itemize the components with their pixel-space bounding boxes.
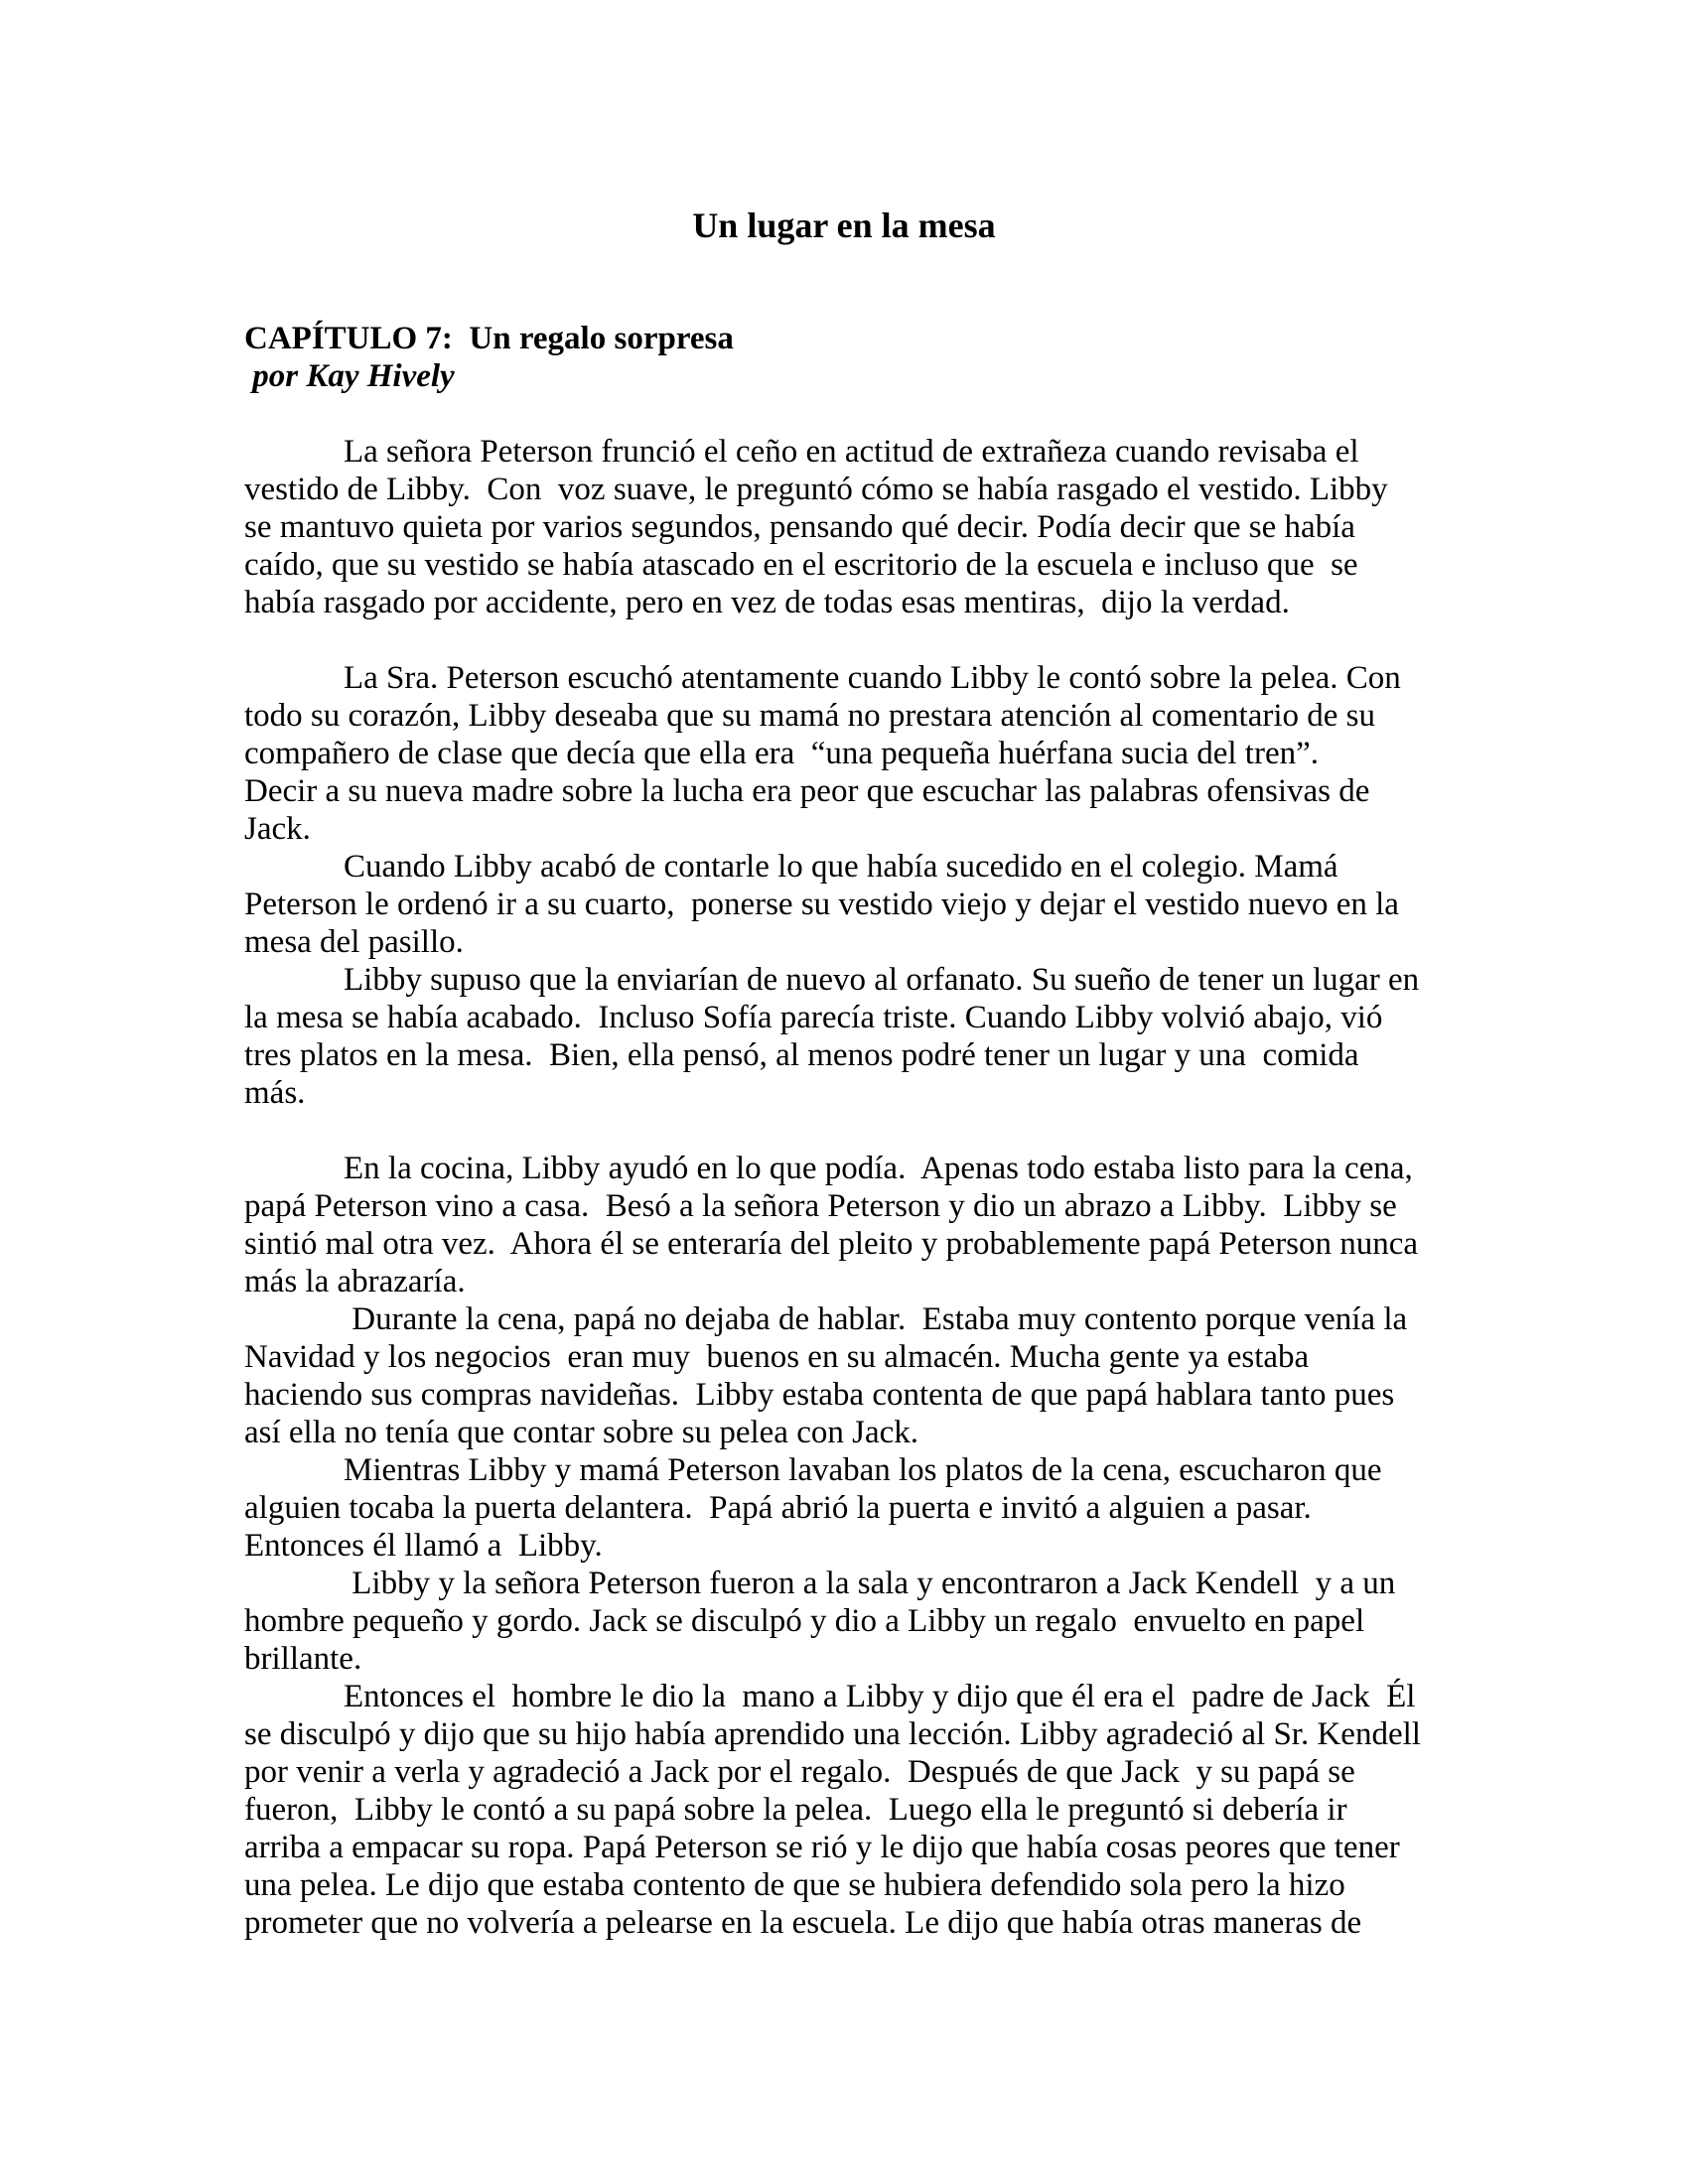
paragraph <box>244 1150 1509 1300</box>
text-line: Entonces él llamó a Libby. <box>244 1528 603 1564</box>
text-line: papá Peterson vino a casa. Besó a la señora Peterson y dio un abrazo a Libby. Libby se <box>244 1188 1397 1224</box>
text-line: se disculpó y dijo que su hijo había aprendido una lección. Libby agradeció al Sr. Kendell <box>244 1716 1421 1752</box>
text-line: arriba a empacar su ropa. Papá Peterson se rió y le dijo que había cosas peores que tener <box>244 1830 1400 1865</box>
text-line: la mesa se había acabado. Incluso Sofía parecía triste. Cuando Libby volvió abajo, vió <box>244 1000 1383 1035</box>
text-line: caído, que su vestido se había atascado en el escritorio de la escuela e incluso que se <box>244 547 1358 583</box>
text-line: una pelea. Le dijo que estaba contento de que se hubiera defendido sola pero la hizo <box>244 1867 1345 1903</box>
text-line: vestido de Libby. Con voz suave, le preguntó cómo se había rasgado el vestido. Libby <box>244 472 1388 507</box>
document-body <box>244 433 1509 1942</box>
text-line: Mientras Libby y mamá Peterson lavaban los platos de la cena, escucharon que <box>344 1452 1382 1488</box>
paragraph <box>244 848 1509 961</box>
text-line: brillante. <box>244 1641 362 1677</box>
text-line: En la cocina, Libby ayudó en lo que podía. Apenas todo estaba listo para la cena, <box>344 1151 1413 1186</box>
paragraph <box>244 1678 1509 1942</box>
text-line: todo su corazón, Libby deseaba que su mamá no prestara atención al comentario de su <box>244 698 1376 734</box>
text-line: Navidad y los negocios eran muy buenos en su almacén. Mucha gente ya estaba <box>244 1339 1310 1375</box>
text-line: Peterson le ordenó ir a su cuarto, ponerse su vestido viejo y dejar el vestido nuevo en la <box>244 887 1399 922</box>
text-line: sintió mal otra vez. Ahora él se enteraría del pleito y probablemente papá Peterson nunca <box>244 1226 1419 1262</box>
text-line: Decir a su nueva madre sobre la lucha era peor que escuchar las palabras ofensivas de <box>244 773 1370 809</box>
text-line: había rasgado por accidente, pero en vez de todas esas mentiras, dijo la verdad. <box>244 585 1290 620</box>
text-line: Jack. <box>244 811 311 847</box>
text-line: por venir a verla y agradeció a Jack por el regalo. Después de que Jack y su papá se <box>244 1754 1355 1790</box>
paragraph <box>244 1565 1509 1678</box>
paragraph <box>244 659 1509 848</box>
paragraph <box>244 1451 1509 1565</box>
text-line: La señora Peterson frunció el ceño en actitud de extrañeza cuando revisaba el <box>344 434 1359 470</box>
text-line: Libby y la señora Peterson fueron a la sala y encontraron a Jack Kendell y a un <box>344 1566 1396 1601</box>
text-line: prometer que no volvería a pelearse en la escuela. Le dijo que había otras maneras de <box>244 1905 1362 1941</box>
text-line: se mantuvo quieta por varios segundos, pensando qué decir. Podía decir que se había <box>244 509 1355 545</box>
paragraph <box>244 1300 1509 1451</box>
text-line: fueron, Libby le contó a su papá sobre la pelea. Luego ella le preguntó si debería ir <box>244 1792 1347 1828</box>
text-line: alguien tocaba la puerta delantera. Papá abrió la puerta e invitó a alguien a pasar. <box>244 1490 1312 1526</box>
text-line: más. <box>244 1075 306 1111</box>
text-line: hombre pequeño y gordo. Jack se disculpó y dio a Libby un regalo envuelto en papel <box>244 1603 1365 1639</box>
text-line: Libby supuso que la enviarían de nuevo al orfanato. Su sueño de tener un lugar en <box>344 962 1420 998</box>
paragraph <box>244 433 1509 621</box>
byline: por Kay Hively <box>244 358 455 394</box>
text-line: tres platos en la mesa. Bien, ella pensó, al menos podré tener un lugar y una comida <box>244 1037 1359 1073</box>
text-line: compañero de clase que decía que ella era “una pequeña huérfana sucia del tren”. <box>244 736 1319 771</box>
text-line: haciendo sus compras navideñas. Libby estaba contenta de que papá hablara tanto pues <box>244 1377 1395 1413</box>
text-line: así ella no tenía que contar sobre su pelea con Jack. <box>244 1415 918 1450</box>
text-line: más la abrazaría. <box>244 1264 466 1299</box>
text-line: Cuando Libby acabó de contarle lo que había sucedido en el colegio. Mamá <box>344 849 1338 885</box>
page-title: Un lugar en la mesa <box>692 205 996 245</box>
text-line: La Sra. Peterson escuchó atentamente cuando Libby le contó sobre la pelea. Con <box>344 660 1401 696</box>
text-line: Durante la cena, papá no dejaba de hablar. Estaba muy contento porque venía la <box>344 1301 1408 1337</box>
paragraph <box>244 961 1509 1112</box>
chapter-heading-block <box>244 320 1688 395</box>
text-line: mesa del pasillo. <box>244 924 464 960</box>
text-line: Entonces el hombre le dio la mano a Libby y dijo que él era el padre de Jack Él <box>344 1679 1416 1714</box>
chapter-heading: CAPÍTULO 7: Un regalo sorpresa <box>244 321 734 356</box>
